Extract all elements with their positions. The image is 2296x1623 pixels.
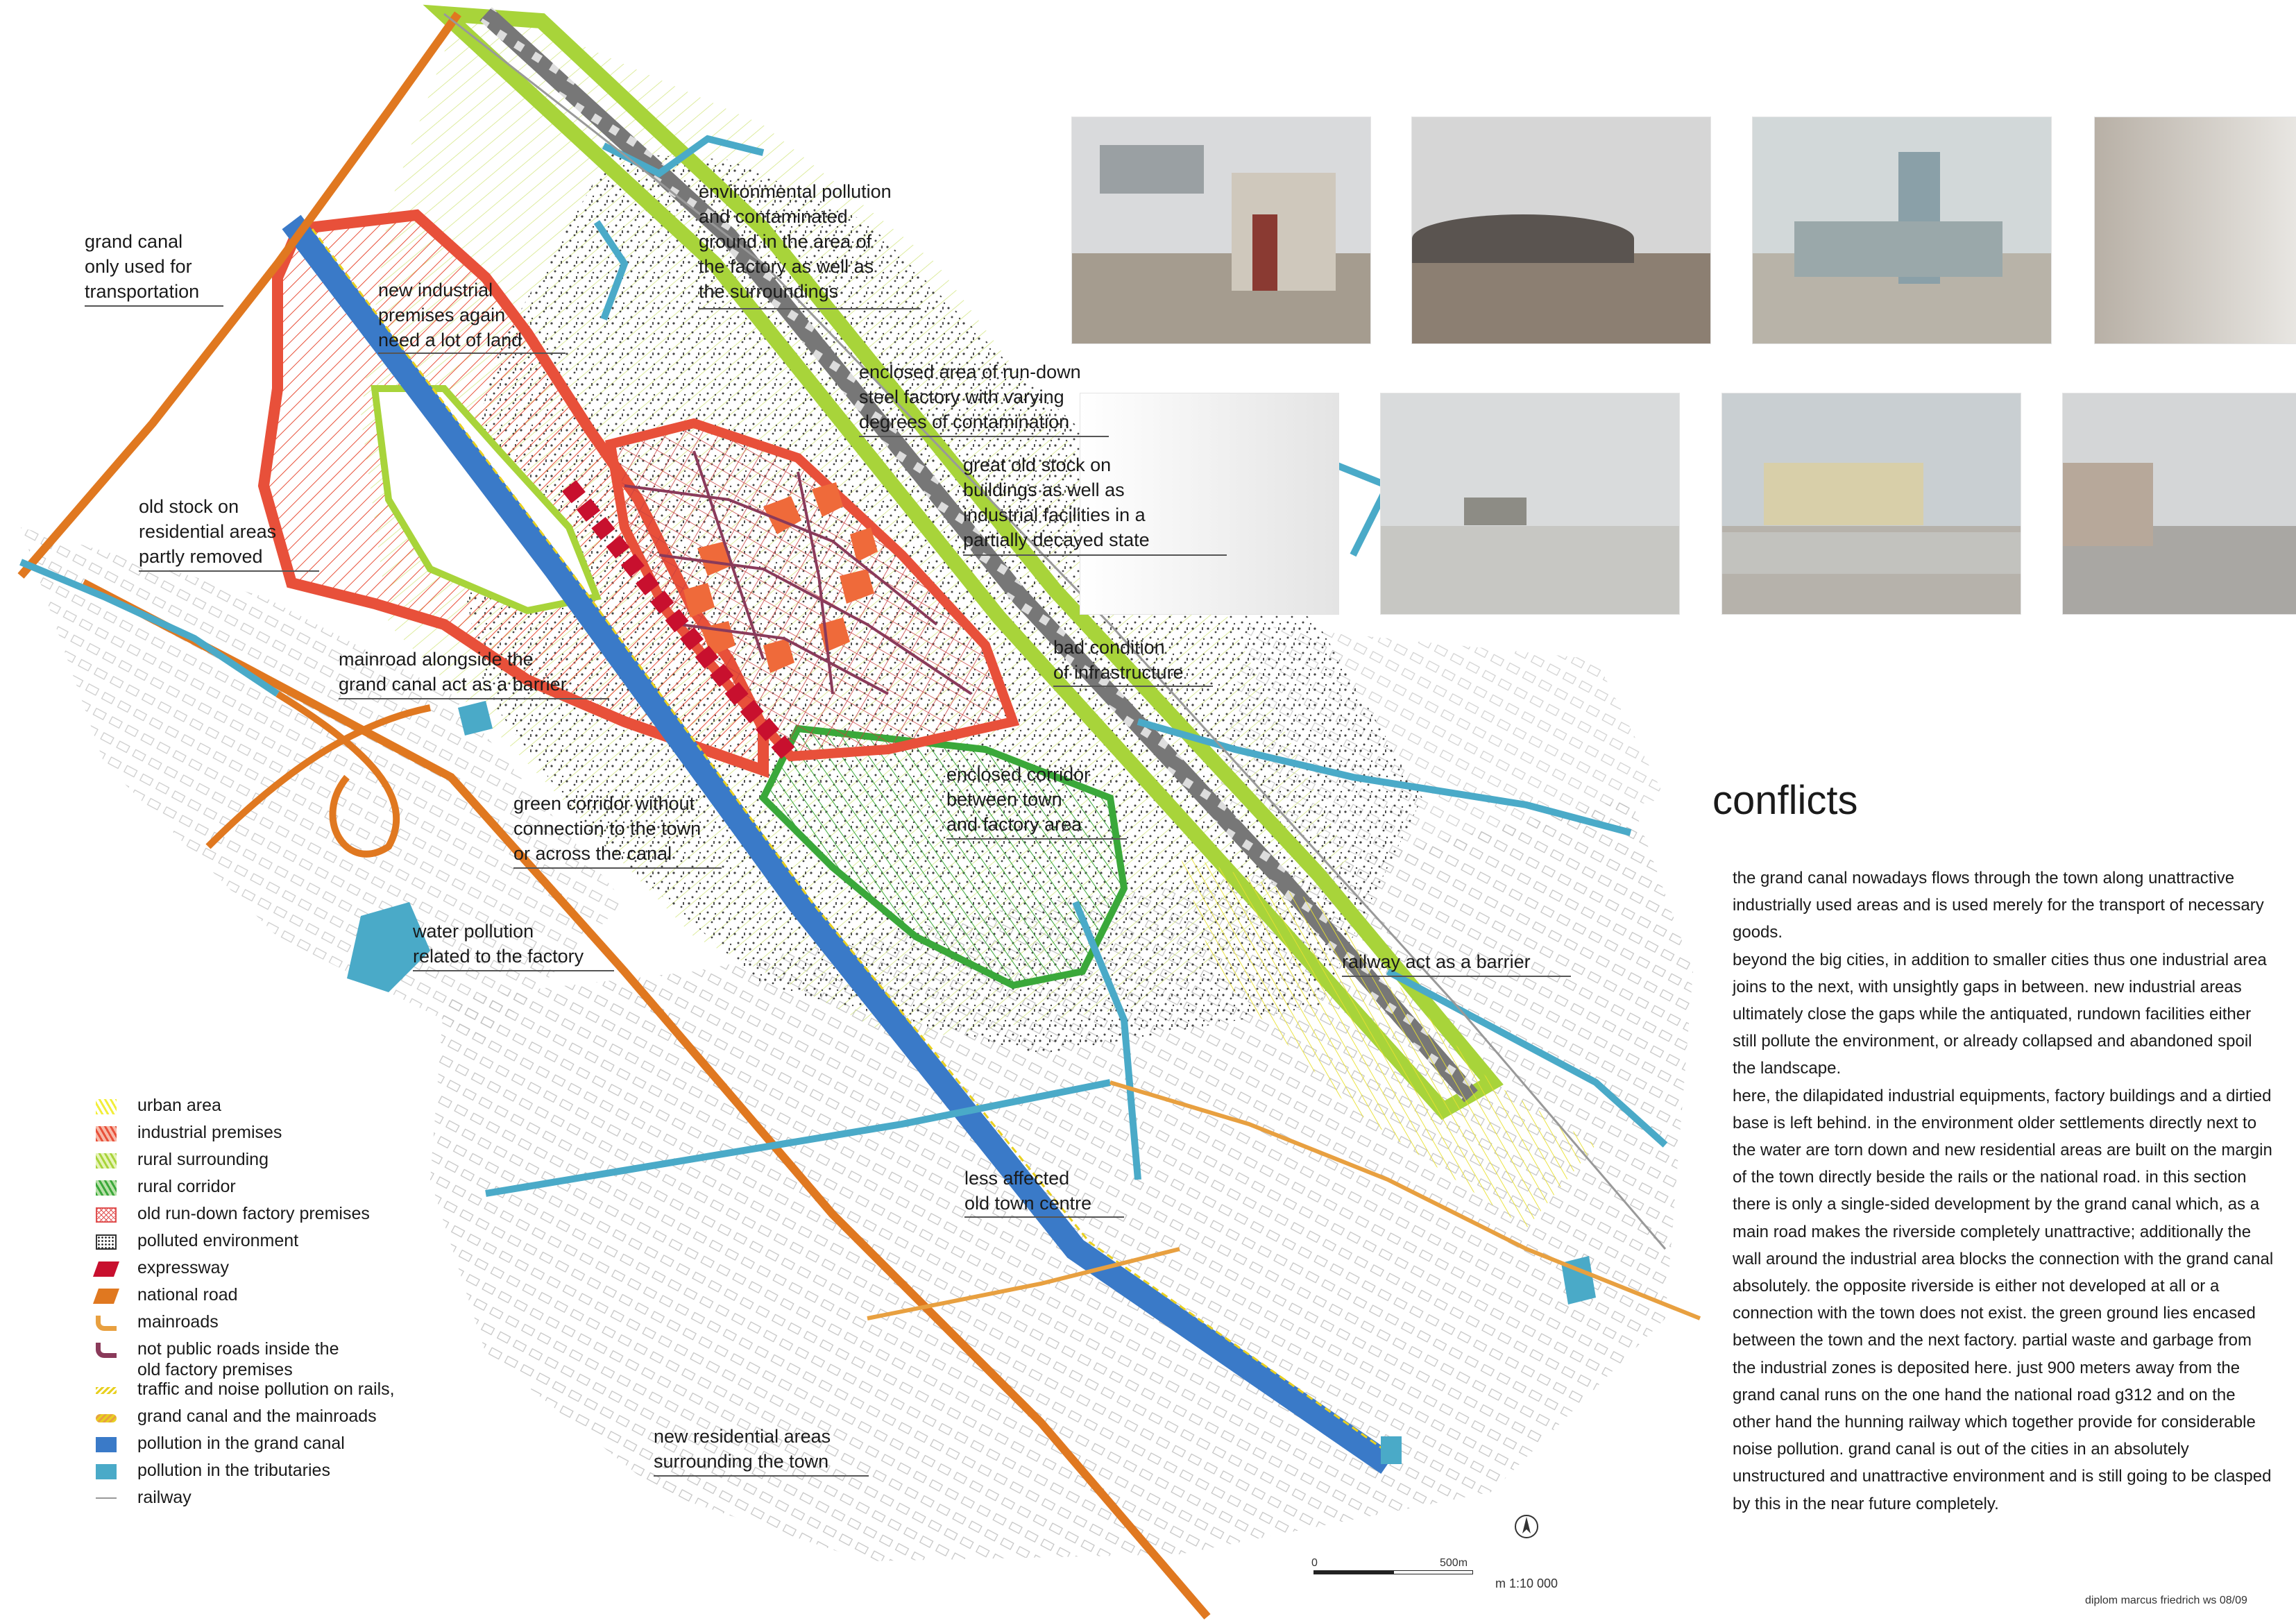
legend-item xyxy=(96,1311,484,1339)
legend-swatch-canal-pollution xyxy=(96,1437,117,1452)
legend-item xyxy=(96,1339,484,1379)
photo-steel-plant xyxy=(1752,117,2052,344)
body-text: the grand canal nowadays flows through the town along unattractive industrially used areas and is used merely for the transport of necessary goods. beyond the big cities, in addition to smaller cities thus one industrial area joins to the next, with unsightly gaps in between. new industrial areas ultimately close the gaps while the antiquated, rundown facilities either still pollute the environment, or already collapsed and abandoned spoil the landscape. here, the dilapidated industrial equipments, factory buildings and a dirtied base is left behind. in the environment older settlements directly next to the water are torn down and new residential areas are built on the margin of the town directly beside the rails or the national road. in this section there is only a single-sided development by the grand canal which, as a main road makes the riverside completely unattractive; additionally the wall around the industrial area blocks the connection with the grand canal absolutely. the opposite riverside is either not developed at all or a connection with the town does not exist. the green ground lies encased between the town and the next factory. partial waste and garbage from the industrial zones is deposited here. just 900 meters away from the grand canal runs on the one hand the national road g312 and on the other hand the hunning railway which together provide for considerable noise pollution. grand canal is out of the cities in an absolutely unstructured and unattractive environment and is still going to be clasped by this in the near future completely. xyxy=(1733,869,2274,1513)
legend-swatch-rail-noise xyxy=(96,1387,117,1394)
legend-item xyxy=(96,1284,484,1311)
legend-item xyxy=(96,1203,484,1230)
annotation-green-corridor: green corridor without connection to the town or across the canal xyxy=(513,793,701,864)
annotation-enclosed-corridor: enclosed corridor between town and factory area xyxy=(946,764,1091,835)
annotation-leader xyxy=(513,867,722,869)
annotation-leader xyxy=(413,970,614,971)
legend-item xyxy=(96,1230,484,1257)
annotation-old-town: less affected old town centre xyxy=(964,1168,1092,1214)
legend-swatch-national-road xyxy=(93,1289,119,1304)
legend-label: rural corridor xyxy=(137,1177,236,1196)
photo-wall-edge xyxy=(2094,117,2296,344)
annotation-old-stock-residential: old stock on residential areas partly removed xyxy=(139,496,277,567)
legend-label: old run-down factory premises xyxy=(137,1204,370,1223)
legend-swatch-expressway xyxy=(93,1261,119,1277)
author-credit: diplom marcus friedrich ws 08/09 xyxy=(2085,1595,2247,1606)
annotation-leader xyxy=(654,1475,869,1477)
legend-swatch-urban xyxy=(96,1099,117,1114)
legend-swatch-mainroads xyxy=(96,1316,117,1331)
annotation-bad-infrastructure: bad condition of infrastructure xyxy=(1053,637,1184,683)
annotation-leader xyxy=(85,305,223,307)
legend-item xyxy=(96,1257,484,1284)
annotation-leader xyxy=(378,352,566,354)
annotation-leader xyxy=(859,436,1109,437)
photo-residential-block xyxy=(1721,393,2021,615)
legend-item xyxy=(96,1122,484,1149)
legend-item xyxy=(96,1379,484,1406)
scale-ratio: m 1:10 000 xyxy=(1495,1577,1558,1590)
legend-swatch-rural xyxy=(96,1153,117,1169)
legend-label: railway xyxy=(137,1488,192,1507)
annotation-leader xyxy=(339,698,609,699)
legend-swatch-railway xyxy=(96,1497,117,1499)
annotation-env-pollution: environmental pollution and contaminated ground in the area of the factory as well as the surroundings xyxy=(699,181,892,302)
legend-swatch-corridor xyxy=(96,1180,117,1196)
annotation-new-residential: new residential areas surrounding the town xyxy=(654,1426,831,1472)
legend-label: urban area xyxy=(137,1096,221,1115)
legend-label: rural surrounding xyxy=(137,1150,269,1169)
legend-swatch-industrial xyxy=(96,1126,117,1141)
legend-swatch-private-roads xyxy=(96,1343,117,1358)
legend-item xyxy=(96,1176,484,1203)
legend-label: industrial premises xyxy=(137,1123,282,1142)
legend-swatch-tributary-pollution xyxy=(96,1464,117,1479)
legend-swatch-old-factory xyxy=(96,1207,117,1223)
legend-label: not public roads inside the old factory premises xyxy=(137,1339,339,1379)
annotation-grand-canal-transport: grand canal only used for transportation xyxy=(85,231,200,302)
annotation-water-pollution: water pollution related to the factory xyxy=(413,921,584,967)
photo-house xyxy=(1071,117,1371,344)
legend-item xyxy=(96,1433,484,1460)
legend-item xyxy=(96,1149,484,1176)
scale-distance-label: 500m xyxy=(1440,1557,1468,1569)
annotation-railway-barrier: railway act as a barrier xyxy=(1342,951,1531,972)
legend-label: polluted environment xyxy=(137,1231,299,1250)
legend-label: national road xyxy=(137,1285,238,1305)
annotation-leader xyxy=(1342,976,1571,977)
legend-label: traffic and noise pollution on rails, xyxy=(137,1379,395,1399)
annotation-leader xyxy=(946,838,1127,840)
annotation-leader xyxy=(699,308,921,309)
legend-label: pollution in the tributaries xyxy=(137,1461,330,1480)
annotation-mainroad-barrier: mainroad alongside the grand canal act as a barrier xyxy=(339,649,567,695)
legend-item xyxy=(96,1406,484,1433)
legend-label: grand canal and the mainroads xyxy=(137,1407,377,1426)
photo-street xyxy=(2062,393,2296,615)
legend-swatch-polluted xyxy=(96,1234,117,1250)
page-title: conflicts xyxy=(1712,778,1858,823)
photo-slag-heap xyxy=(1411,117,1711,344)
annotation-leader xyxy=(139,570,319,572)
legend-item xyxy=(96,1095,484,1122)
legend-item xyxy=(96,1460,484,1487)
photo-canal-boats xyxy=(1380,393,1680,615)
legend-label: mainroads xyxy=(137,1312,219,1332)
map-legend xyxy=(96,1095,484,1514)
annotation-leader xyxy=(963,554,1227,556)
north-arrow-icon xyxy=(1513,1513,1540,1540)
annotation-leader xyxy=(964,1216,1124,1218)
legend-item xyxy=(96,1487,484,1514)
annotation-enclosed-steel: enclosed area of run-down steel factory with varying degrees of contamination xyxy=(859,362,1081,432)
annotation-leader xyxy=(1053,686,1213,687)
legend-swatch-canal-noise xyxy=(96,1414,117,1422)
legend-label: expressway xyxy=(137,1258,229,1277)
legend-label: pollution in the grand canal xyxy=(137,1434,345,1453)
scale-zero-label: 0 xyxy=(1311,1557,1318,1569)
scale-bar xyxy=(1313,1570,1473,1580)
annotation-old-stock-buildings: great old stock on buildings as well as industrial facilities in a partially decayed state xyxy=(963,454,1150,550)
annotation-industrial-land: new industrial premises again need a lot of land xyxy=(378,280,522,350)
